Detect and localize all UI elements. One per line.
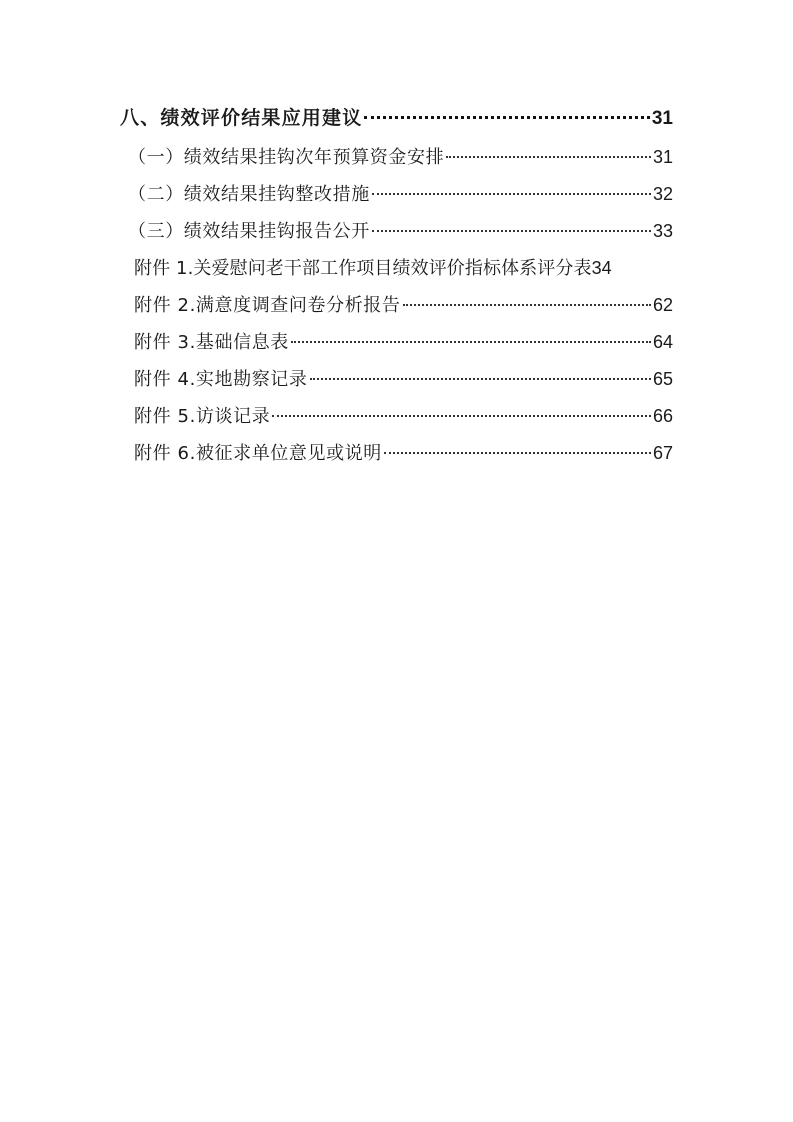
toc-dot-leader (403, 304, 651, 306)
toc-entry-page: 31 (651, 108, 673, 129)
toc-entry-title: 八、绩效评价结果应用建议 (120, 107, 363, 129)
toc-entry-page: 34 (591, 258, 612, 278)
toc-dot-leader (372, 193, 651, 195)
toc-entry-title: 附件 5.访谈记录 (134, 406, 271, 427)
toc-entry-title: （二）绩效结果挂钩整改措施 (128, 184, 370, 205)
toc-entry-appendix-1[interactable] (134, 255, 687, 282)
toc-entry-appendix-4[interactable] (134, 366, 673, 393)
toc-entry-title: 附件 1.关爱慰问老干部工作项目绩效评价指标体系评分表 (134, 258, 592, 279)
toc-dot-leader (291, 341, 651, 343)
toc-dot-leader (272, 415, 651, 417)
toc-entry-appendix-5[interactable] (134, 403, 673, 430)
toc-entry-page: 65 (652, 369, 673, 389)
toc-entry-page: 64 (652, 332, 673, 352)
toc-entry-page: 66 (652, 406, 673, 426)
toc-entry-appendix-3[interactable] (134, 329, 673, 356)
toc-entry-title: （一）绩效结果挂钩次年预算资金安排 (128, 147, 445, 168)
toc-entry-title: 附件 2.满意度调查问卷分析报告 (134, 295, 401, 316)
toc-dot-leader (310, 378, 651, 380)
toc-entry-title: 附件 3.基础信息表 (134, 332, 289, 353)
toc-entry-title: （三）绩效结果挂钩报告公开 (128, 221, 370, 242)
toc-entry-section-8[interactable] (120, 105, 673, 132)
toc-entry-page: 67 (652, 443, 673, 463)
toc-entry-page: 32 (652, 184, 673, 204)
toc-entry-title: 附件 4.实地勘察记录 (134, 369, 308, 390)
toc-dot-leader (446, 156, 651, 158)
toc-entry-8-3[interactable] (128, 218, 673, 245)
toc-entry-appendix-6[interactable] (134, 440, 673, 467)
toc-entry-page: 62 (652, 295, 673, 315)
toc-entry-8-1[interactable] (128, 144, 673, 171)
toc-entry-page: 33 (652, 221, 673, 241)
toc-dot-leader (384, 452, 651, 454)
toc-entry-appendix-2[interactable] (134, 292, 673, 319)
toc-entry-page: 31 (652, 147, 673, 167)
toc-dot-leader (372, 230, 651, 232)
toc-dot-leader (364, 116, 649, 119)
toc-entry-title: 附件 6.被征求单位意见或说明 (134, 443, 382, 464)
toc-entry-8-2[interactable] (128, 181, 673, 208)
